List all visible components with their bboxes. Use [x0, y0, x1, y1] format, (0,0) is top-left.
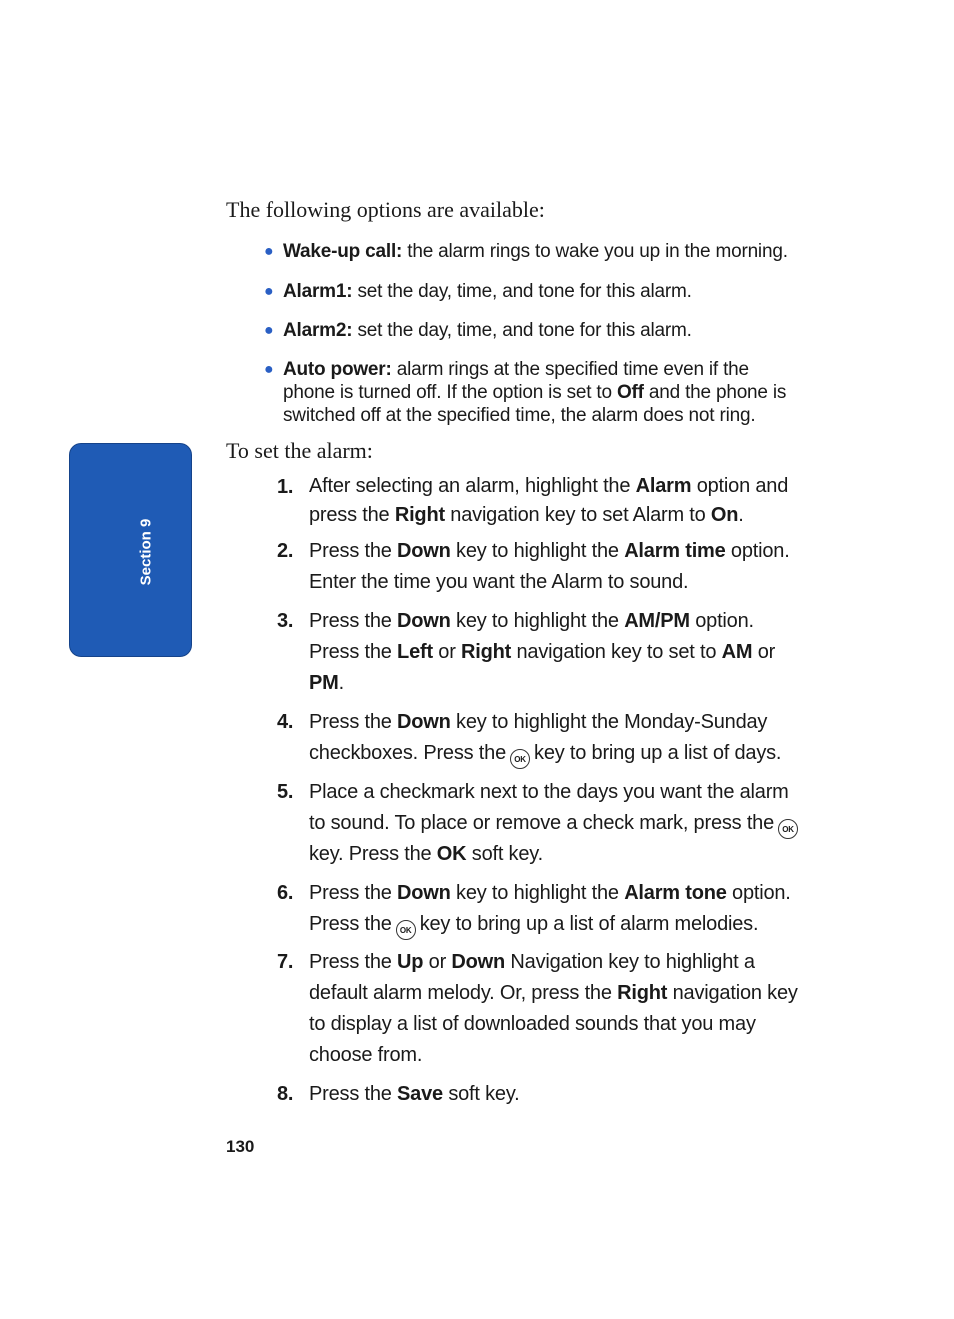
ok-key-icon: OK [396, 920, 416, 940]
option-auto-power: ● Auto power: alarm rings at the specified time even if the phone is turned off. If the option is set to Off and the phone is switched off at the specified time, the alarm does not ring. [264, 359, 787, 426]
section-tab [69, 443, 192, 657]
step-7: 7. Press the Up or Down Navigation key to highlight a default alarm melody. Or, press the Right navigation key to display a list of downloaded sounds that you may choose from. [277, 951, 798, 1066]
bullet-icon: ● [264, 243, 274, 260]
section-tab-label: Section 9 [137, 518, 155, 586]
option-alarm1: ● Alarm1: set the day, time, and tone for this alarm. [264, 281, 692, 302]
ok-key-icon: OK [778, 819, 798, 839]
step-1: 1. After selecting an alarm, highlight the Alarm option and press the Right navigation key to set Alarm to On. [277, 475, 789, 526]
ok-key-icon: OK [510, 749, 530, 769]
step-2: 2. Press the Down key to highlight the Alarm time option. Enter the time you want the Alarm to sound. [277, 540, 790, 593]
step-4: 4. Press the Down key to highlight the Monday-Sunday checkboxes. Press the OK key to bring up a list of days. [277, 707, 807, 769]
option-wake-up-call: ● Wake-up call: the alarm rings to wake you up in the morning. [264, 241, 788, 262]
bullet-icon: ● [264, 361, 274, 378]
alarm-intro: To set the alarm: [226, 438, 373, 463]
bullet-icon: ● [264, 283, 274, 300]
option-alarm2: ● Alarm2: set the day, time, and tone for this alarm. [264, 320, 692, 341]
step-6: 6. Press the Down key to highlight the Alarm tone option. Press the OK key to bring up a list of alarm melodies. [277, 878, 807, 940]
step-5: 5. Place a checkmark next to the days you want the alarm to sound. To place or remove a check mark, press the OKkey. Press the OK soft key. [277, 777, 807, 870]
step-3: 3. Press the Down key to highlight the AM/PM option. Press the Left or Right navigation key to set to AM or PM. [277, 610, 776, 694]
page-number: 130 [226, 1137, 255, 1156]
step-8: 8. Press the Save soft key. [277, 1083, 520, 1105]
bullet-icon: ● [264, 322, 274, 339]
options-intro: The following options are available: [226, 197, 545, 222]
